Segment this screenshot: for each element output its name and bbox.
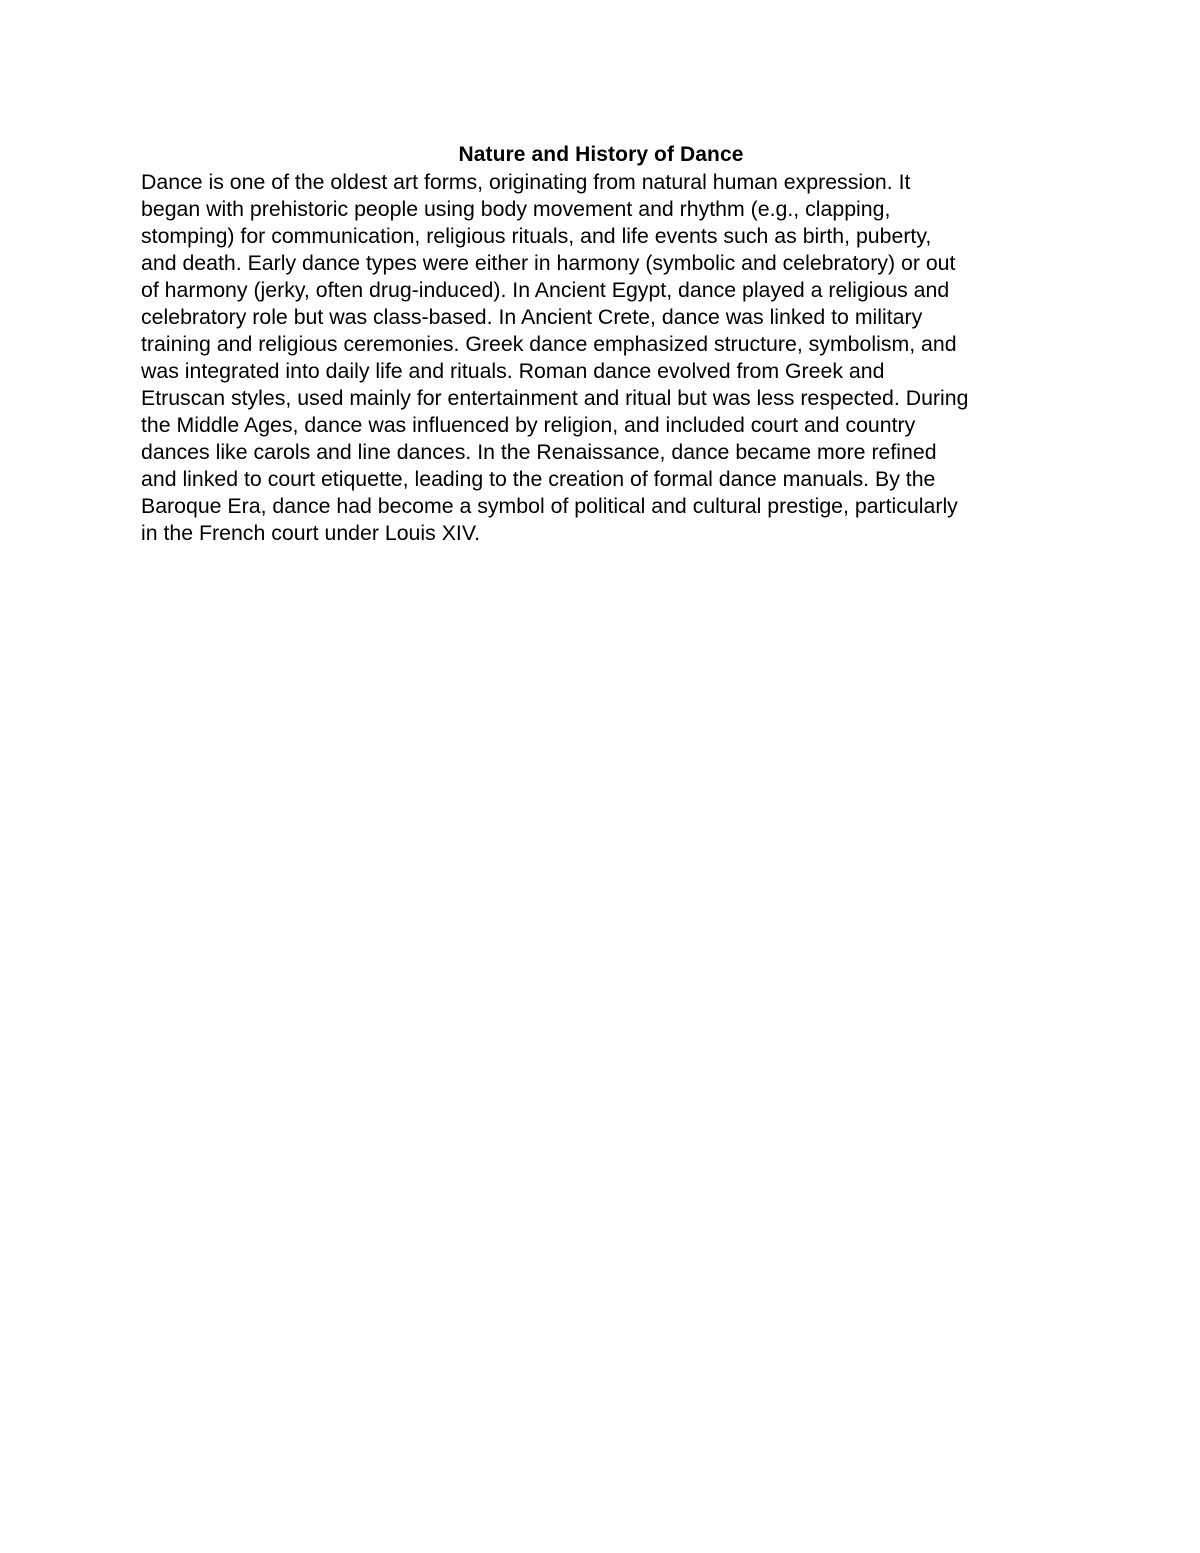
paragraph-line: and death. Early dance types were either in harmony (symbolic and celebratory) or out <box>141 251 956 275</box>
paragraph-line: of harmony (jerky, often drug-induced). In Ancient Egypt, dance played a religious and <box>141 278 950 302</box>
paragraph-line: and linked to court etiquette, leading to the creation of formal dance manuals. By the <box>141 467 936 491</box>
document-title: Nature and History of Dance <box>458 143 744 166</box>
paragraph-line: Baroque Era, dance had become a symbol of political and cultural prestige, particularly <box>141 494 958 518</box>
paragraph-line: was integrated into daily life and rituals. Roman dance evolved from Greek and <box>141 359 885 383</box>
paragraph-line: began with prehistoric people using body movement and rhythm (e.g., clapping, <box>141 197 891 221</box>
paragraph-line: dances like carols and line dances. In the Renaissance, dance became more refined <box>141 440 937 464</box>
paragraph-line: in the French court under Louis XIV. <box>141 521 480 545</box>
document-paragraph <box>141 169 1061 547</box>
paragraph-line: the Middle Ages, dance was influenced by religion, and included court and country <box>141 413 916 437</box>
paragraph-line: Dance is one of the oldest art forms, originating from natural human expression. It <box>141 170 911 194</box>
paragraph-line: celebratory role but was class-based. In Ancient Crete, dance was linked to military <box>141 305 923 329</box>
document-content <box>141 141 1061 547</box>
paragraph-line: Etruscan styles, used mainly for entertainment and ritual but was less respected. During <box>141 386 969 410</box>
paragraph-line: training and religious ceremonies. Greek dance emphasized structure, symbolism, and <box>141 332 957 356</box>
paragraph-line: stomping) for communication, religious rituals, and life events such as birth, puberty, <box>141 224 932 248</box>
